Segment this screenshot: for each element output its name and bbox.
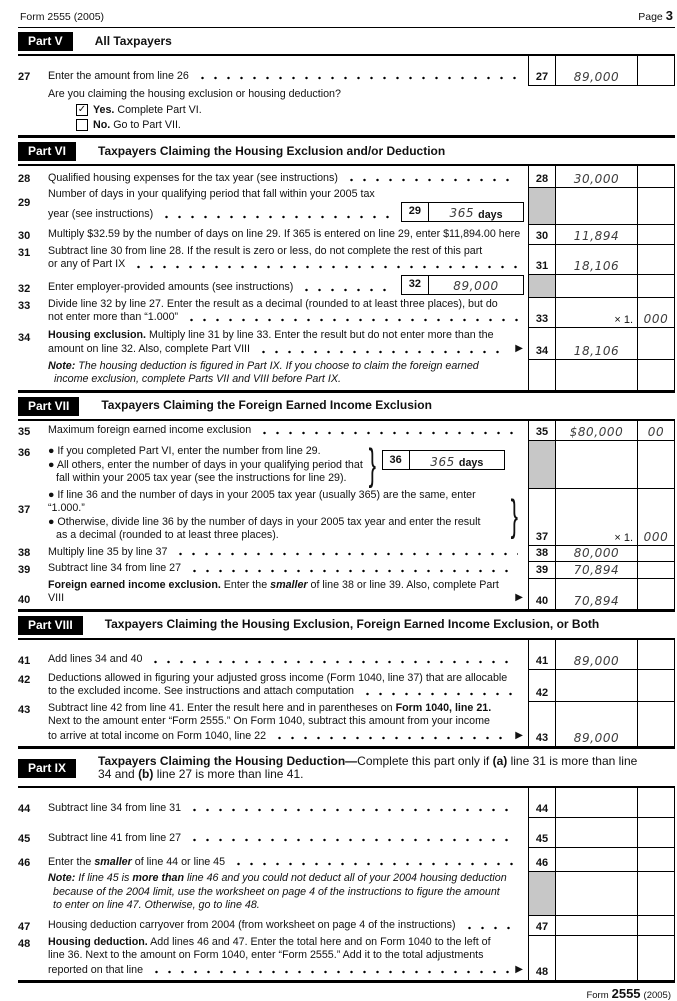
footer-form-word: Form [586,990,609,1001]
line-36-bullet-1: ● If you completed Part VI, enter the number from line 29. [48,445,321,457]
line-33-number: 33 [18,299,31,312]
part-viii-header [18,612,675,640]
page-number: 3 [665,8,673,23]
dotted-leader [149,660,518,664]
line-35-cents-field[interactable]: 00 [637,421,675,441]
dotted-leader [273,736,509,740]
page-footer [18,983,675,1001]
line-44-box-number: 44 [528,788,556,818]
part-v-header [18,28,675,56]
line-48-box-number: 48 [528,936,556,981]
line-36-amount-field[interactable] [556,441,637,489]
line-27-cents-field[interactable] [637,56,675,86]
line-38-number: 38 [18,547,31,559]
line-48-label-3: reported on that line [48,963,144,976]
dotted-leader [160,215,395,219]
line-32-row [18,275,675,298]
arrowhead-icon: ▶ [515,343,523,354]
line-43-cents-field[interactable] [637,702,675,747]
dotted-leader [185,318,518,322]
line-37-bullet-2: ● Otherwise, divide line 36 by the number of days in your 2005 tax year and enter the result [48,515,481,528]
line-40-row [18,579,675,609]
part-ix-title-line-2: 34 and (b) line 27 is more than line 41. [98,767,304,781]
line-47-box-number: 47 [528,916,556,936]
line-32-amount-field[interactable] [556,275,637,298]
line-28-box-number: 28 [528,166,556,188]
line-34-label-2: amount on line 32. Also, complete Part VIII [48,343,250,355]
line-45-amount-field[interactable] [556,818,637,848]
dotted-leader [196,76,518,80]
part-ix-title [98,755,675,782]
page-indicator: Page 3 [638,8,673,23]
line-36-shaded-cell [528,441,556,489]
line-43-box-number: 43 [528,702,556,747]
line-30-row [18,225,675,245]
brace-glyph: } [368,439,376,489]
line-28-label: Qualified housing expenses for the tax year (see instructions) [48,171,338,184]
line-33-cents-field[interactable]: 000 [637,298,675,328]
line-44-row [18,788,675,818]
dotted-leader [463,926,518,930]
line-41-cents-field[interactable] [637,640,675,670]
line-32-cents-field[interactable] [637,275,675,298]
line-47-cents-field[interactable] [637,916,675,936]
part-v-title: All Taxpayers [94,33,172,48]
line-44-cents-field[interactable] [637,788,675,818]
dotted-leader [345,178,518,182]
line-30-box-number: 30 [528,225,556,245]
line-29-days-field[interactable]: 365 days [449,206,503,221]
line-29-amount-field[interactable] [556,188,637,225]
line-35-amount-field[interactable]: $80,000 [556,421,637,441]
line-47-amount-field[interactable] [556,916,637,936]
line-39-label: Subtract line 34 from line 27 [48,562,182,574]
line-32-inline-field[interactable]: 89,000 [453,279,499,293]
line-34-label-1: Housing exclusion. Multiply line 31 by line 33. Enter the result but do not enter more than the [48,328,494,341]
part-vii-title: Taxpayers Claiming the Foreign Earned Income Exclusion [101,398,432,413]
line-42-label-2: to the excluded income. See instructions and attach computation [48,685,354,697]
part-ix-note-3: to enter on line 47. Otherwise, go to line 48. [53,899,260,911]
line-48-number: 48 [18,938,31,950]
line-43-label-1: Subtract line 42 from line 41. Enter the result here and in parentheses on Form 1040, line 21. [48,701,492,714]
line-36-number: 36 [18,446,31,459]
line-36-days-field[interactable]: 365 days [430,454,484,469]
line-48-label-2: line 36. Next to the amount on Form 1040, enter “Form 2555.” Add it to the total adjustments [48,949,484,961]
line-40-number: 40 [18,593,31,606]
line-30-amount-field[interactable]: 11,894 [556,225,637,245]
line-40-box-number: 40 [528,579,556,609]
brace-glyph: } [510,490,519,540]
line-40-label: Foreign earned income exclusion. Enter the smaller of line 38 or line 39. Also, complete Part VIII [48,578,499,604]
line-45-cents-field[interactable] [637,818,675,848]
line-45-box-number: 45 [528,818,556,848]
arrowhead-icon: ▶ [515,729,523,741]
line-32-inline-number: 32 [402,276,429,294]
days-unit-label: days [478,208,503,221]
line-32-number: 32 [18,282,31,295]
part-ix-section [18,749,675,983]
line-33-label-1: Divide line 32 by line 27. Enter the result as a decimal (rounded to at least three places), but do [48,297,498,310]
line-36-days-box [382,450,505,470]
part-viii-section [18,612,675,750]
line-37-bullet-3: as a decimal (rounded to at least three places). [56,529,279,541]
part-v-section [18,28,675,138]
line-42-label-1: Deductions allowed in figuring your adjusted gross income (Form 1040, line 37) that are allocable [48,671,508,684]
line-27-row [18,56,675,86]
line-27-box-number: 27 [528,56,556,86]
line-42-box-number: 42 [528,670,556,702]
line-46-row [18,848,675,872]
line-36-bullet-2: ● All others, enter the number of days in your qualifying period that [48,458,363,471]
line-36-inline-number: 36 [383,451,410,469]
line-41-label: Add lines 34 and 40 [48,653,143,665]
line-32-label: Enter employer-provided amounts (see instructions) [48,281,294,293]
line-39-number: 39 [18,563,31,576]
line-32-shaded-cell [528,275,556,298]
part-vi-note-2: income exclusion, complete Parts VII and VIII before Part IX. [54,373,341,385]
line-27-amount-field[interactable]: 89,000 [556,56,637,86]
dotted-leader [188,569,518,573]
line-27-number: 27 [18,71,31,83]
line-43-number: 43 [18,704,31,716]
line-47-label: Housing deduction carryover from 2004 (from worksheet on page 4 of the instructions) [48,919,456,931]
line-39-box-number: 39 [528,562,556,579]
line-37-box-number: 37 [528,489,556,546]
dotted-leader [150,970,509,974]
part-ix-note-1: Note: If line 45 is more than line 46 and you could not deduct all of your 2004 housing deduction [48,872,507,884]
line-31-row [18,245,675,275]
part-vi-note-row [18,360,675,390]
line-33-row [18,298,675,328]
line-35-label: Maximum foreign earned income exclusion [48,424,252,436]
part-ix-header [18,749,675,788]
line-34-box-number: 34 [528,328,556,360]
form-id: Form 2555 (2005) [20,11,105,23]
page-header [18,6,675,28]
arrowhead-icon: ▶ [515,963,523,975]
line-44-label: Subtract line 34 from line 31 [48,801,182,814]
line-27-label: Enter the amount from line 26 [48,69,189,82]
line-44-amount-field[interactable] [556,788,637,818]
line-30-label: Multiply $32.59 by the number of days on line 29. If 365 is entered on line 29, enter $11,894.00 here [48,228,521,240]
dotted-leader [257,350,509,354]
line-39-amount-field[interactable]: 70,894 [556,562,637,579]
line-29-number: 29 [18,196,31,209]
line-29-cents-field[interactable] [637,188,675,225]
line-39-row [18,562,675,579]
line-41-row [18,640,675,670]
dotted-leader [258,431,518,435]
check-icon: ✓ [77,103,87,115]
line-31-label-2: or any of Part IX [48,258,126,270]
line-32-amount-box [401,275,524,295]
housing-question: Are you claiming the housing exclusion or housing deduction? [48,88,341,100]
line-38-amount-field[interactable]: 80,000 [556,546,637,563]
line-28-cents-field[interactable] [637,166,675,188]
line-43-row [18,702,675,747]
line-35-number: 35 [18,425,31,438]
line-28-amount-field[interactable]: 30,000 [556,166,637,188]
part-v-tag: Part V [18,32,73,51]
line-44-number: 44 [18,803,31,815]
line-28-row [18,166,675,188]
line-38-cents-field[interactable] [637,546,675,563]
dotted-leader [188,838,518,842]
line-38-row [18,546,675,563]
line-33-box-number: 33 [528,298,556,328]
line-35-box-number: 35 [528,421,556,441]
line-42-row [18,670,675,702]
part-ix-tag: Part IX [18,759,76,778]
footer-form-number: 2555 [611,986,641,1001]
part-ix-note-row [18,872,675,916]
part-ix-note-2: because of the 2004 limit, use the worksheet on page 4 of the instructions to figure the amount [53,885,500,898]
no-checkbox[interactable] [76,119,88,131]
line-46-number: 46 [18,857,31,869]
line-30-number: 30 [18,229,31,242]
part-vii-header [18,393,675,421]
line-31-label-1: Subtract line 30 from line 28. If the result is zero or less, do not complete the rest of this part [48,244,483,257]
line-46-amount-field[interactable] [556,848,637,872]
part-ix-title-line-1: Taxpayers Claiming the Housing Deduction—Complete this part only if (a) line 31 is more than line [98,753,638,768]
line-29-label-2: year (see instructions) [48,208,154,220]
line-37-row [18,489,675,546]
line-31-box-number: 31 [528,245,556,275]
part-viii-title: Taxpayers Claiming the Housing Exclusion, Foreign Earned Income Exclusion, or Both [104,617,600,632]
part-vi-title: Taxpayers Claiming the Housing Exclusion and/or Deduction [98,143,446,158]
yes-option-row [76,102,675,117]
footer-year: (2005) [643,990,671,1001]
line-46-label: Enter the smaller of line 44 or line 45 [48,855,226,868]
line-43-amount-field[interactable]: 89,000 [573,731,620,745]
part-vi-section [18,138,675,393]
line-29-shaded-cell [528,188,556,225]
line-37-amount-field[interactable]: × 1. [556,489,637,546]
line-40-amount-field[interactable]: 70,894 [573,593,620,608]
line-42-amount-field[interactable] [556,670,637,702]
line-41-number: 41 [18,654,31,667]
line-34-amount-field[interactable]: 18,106 [556,328,637,360]
line-31-number: 31 [18,246,31,259]
line-29-days-box [401,202,524,222]
dotted-leader [232,862,518,866]
part-vii-tag: Part VII [18,397,79,416]
line-34-number: 34 [18,331,31,344]
line-28-number: 28 [18,173,31,185]
dotted-leader [174,552,518,556]
part-viii-tag: Part VIII [18,616,83,635]
dotted-leader [132,265,518,269]
line-30-cents-field[interactable] [637,225,675,245]
dotted-leader [300,288,394,292]
line-34-cents-field[interactable] [637,328,675,360]
line-46-cents-field[interactable] [637,848,675,872]
yes-checkbox[interactable] [76,104,88,116]
line-47-number: 47 [18,920,31,933]
note-shaded-cell [528,872,556,916]
line-46-box-number: 46 [528,848,556,872]
line-36-row [18,441,675,489]
yes-label: Yes. Complete Part VI. [93,103,202,116]
line-38-box-number: 38 [528,546,556,563]
line-45-row [18,818,675,848]
line-38-label: Multiply line 35 by line 37 [48,545,168,558]
line-45-label: Subtract line 41 from line 27 [48,831,182,844]
line-36-cents-field[interactable] [637,441,675,489]
line-48-amount-field[interactable] [556,936,637,981]
line-29-row [18,188,675,225]
line-42-cents-field[interactable] [637,670,675,702]
note-empty-cell [528,360,556,390]
line-48-cents-field[interactable] [637,936,675,981]
line-43-label-2: Next to the amount enter “Form 2555.” On Form 1040, subtract this amount from your income [48,715,490,727]
line-34-row [18,328,675,360]
line-31-amount-field[interactable]: 18,106 [556,245,637,275]
line-36-bullet-3: fall within your 2005 tax year (see the instructions for line 29). [56,472,347,484]
part-vi-header [18,138,675,166]
no-label: No. Go to Part VII. [93,118,181,131]
dotted-leader [361,692,518,696]
line-41-box-number: 41 [528,640,556,670]
line-31-cents-field[interactable] [637,245,675,275]
line-37-cents-field[interactable]: 000 [637,489,675,546]
part-vii-section [18,393,675,612]
line-35-row [18,421,675,441]
line-43-label-3: to arrive at total income on Form 1040, line 22 [48,729,267,742]
line-40-cents-field[interactable] [637,579,675,609]
line-37-bullet-1: ● If line 36 and the number of days in your 2005 tax year (usually 365) are the same, enter “1.000.” [48,488,476,514]
dotted-leader [188,808,518,812]
line-39-cents-field[interactable] [637,562,675,579]
days-unit-label: days [458,456,484,469]
line-37-number: 37 [18,503,31,516]
arrowhead-icon: ▶ [515,592,523,603]
no-option-row [76,117,675,132]
line-33-amount-field[interactable]: × 1. [556,298,637,328]
line-33-label-2: not enter more than “1.000” [48,311,179,323]
line-42-number: 42 [18,673,31,686]
part-vi-note-1: Note: The housing deduction is figured in Part IX. If you choose to claim the foreign earned [48,359,479,372]
line-45-number: 45 [18,833,31,845]
line-29-label-1: Number of days in your qualifying period that fall within your 2005 tax [48,188,375,200]
line-48-row [18,936,675,981]
line-47-row [18,916,675,936]
part-vi-tag: Part VI [18,142,76,161]
line-29-inline-number: 29 [402,203,429,221]
line-41-amount-field[interactable]: 89,000 [556,640,637,670]
line-48-label-1: Housing deduction. Add lines 46 and 47. Enter the total here and on Form 1040 to the left of [48,935,491,948]
